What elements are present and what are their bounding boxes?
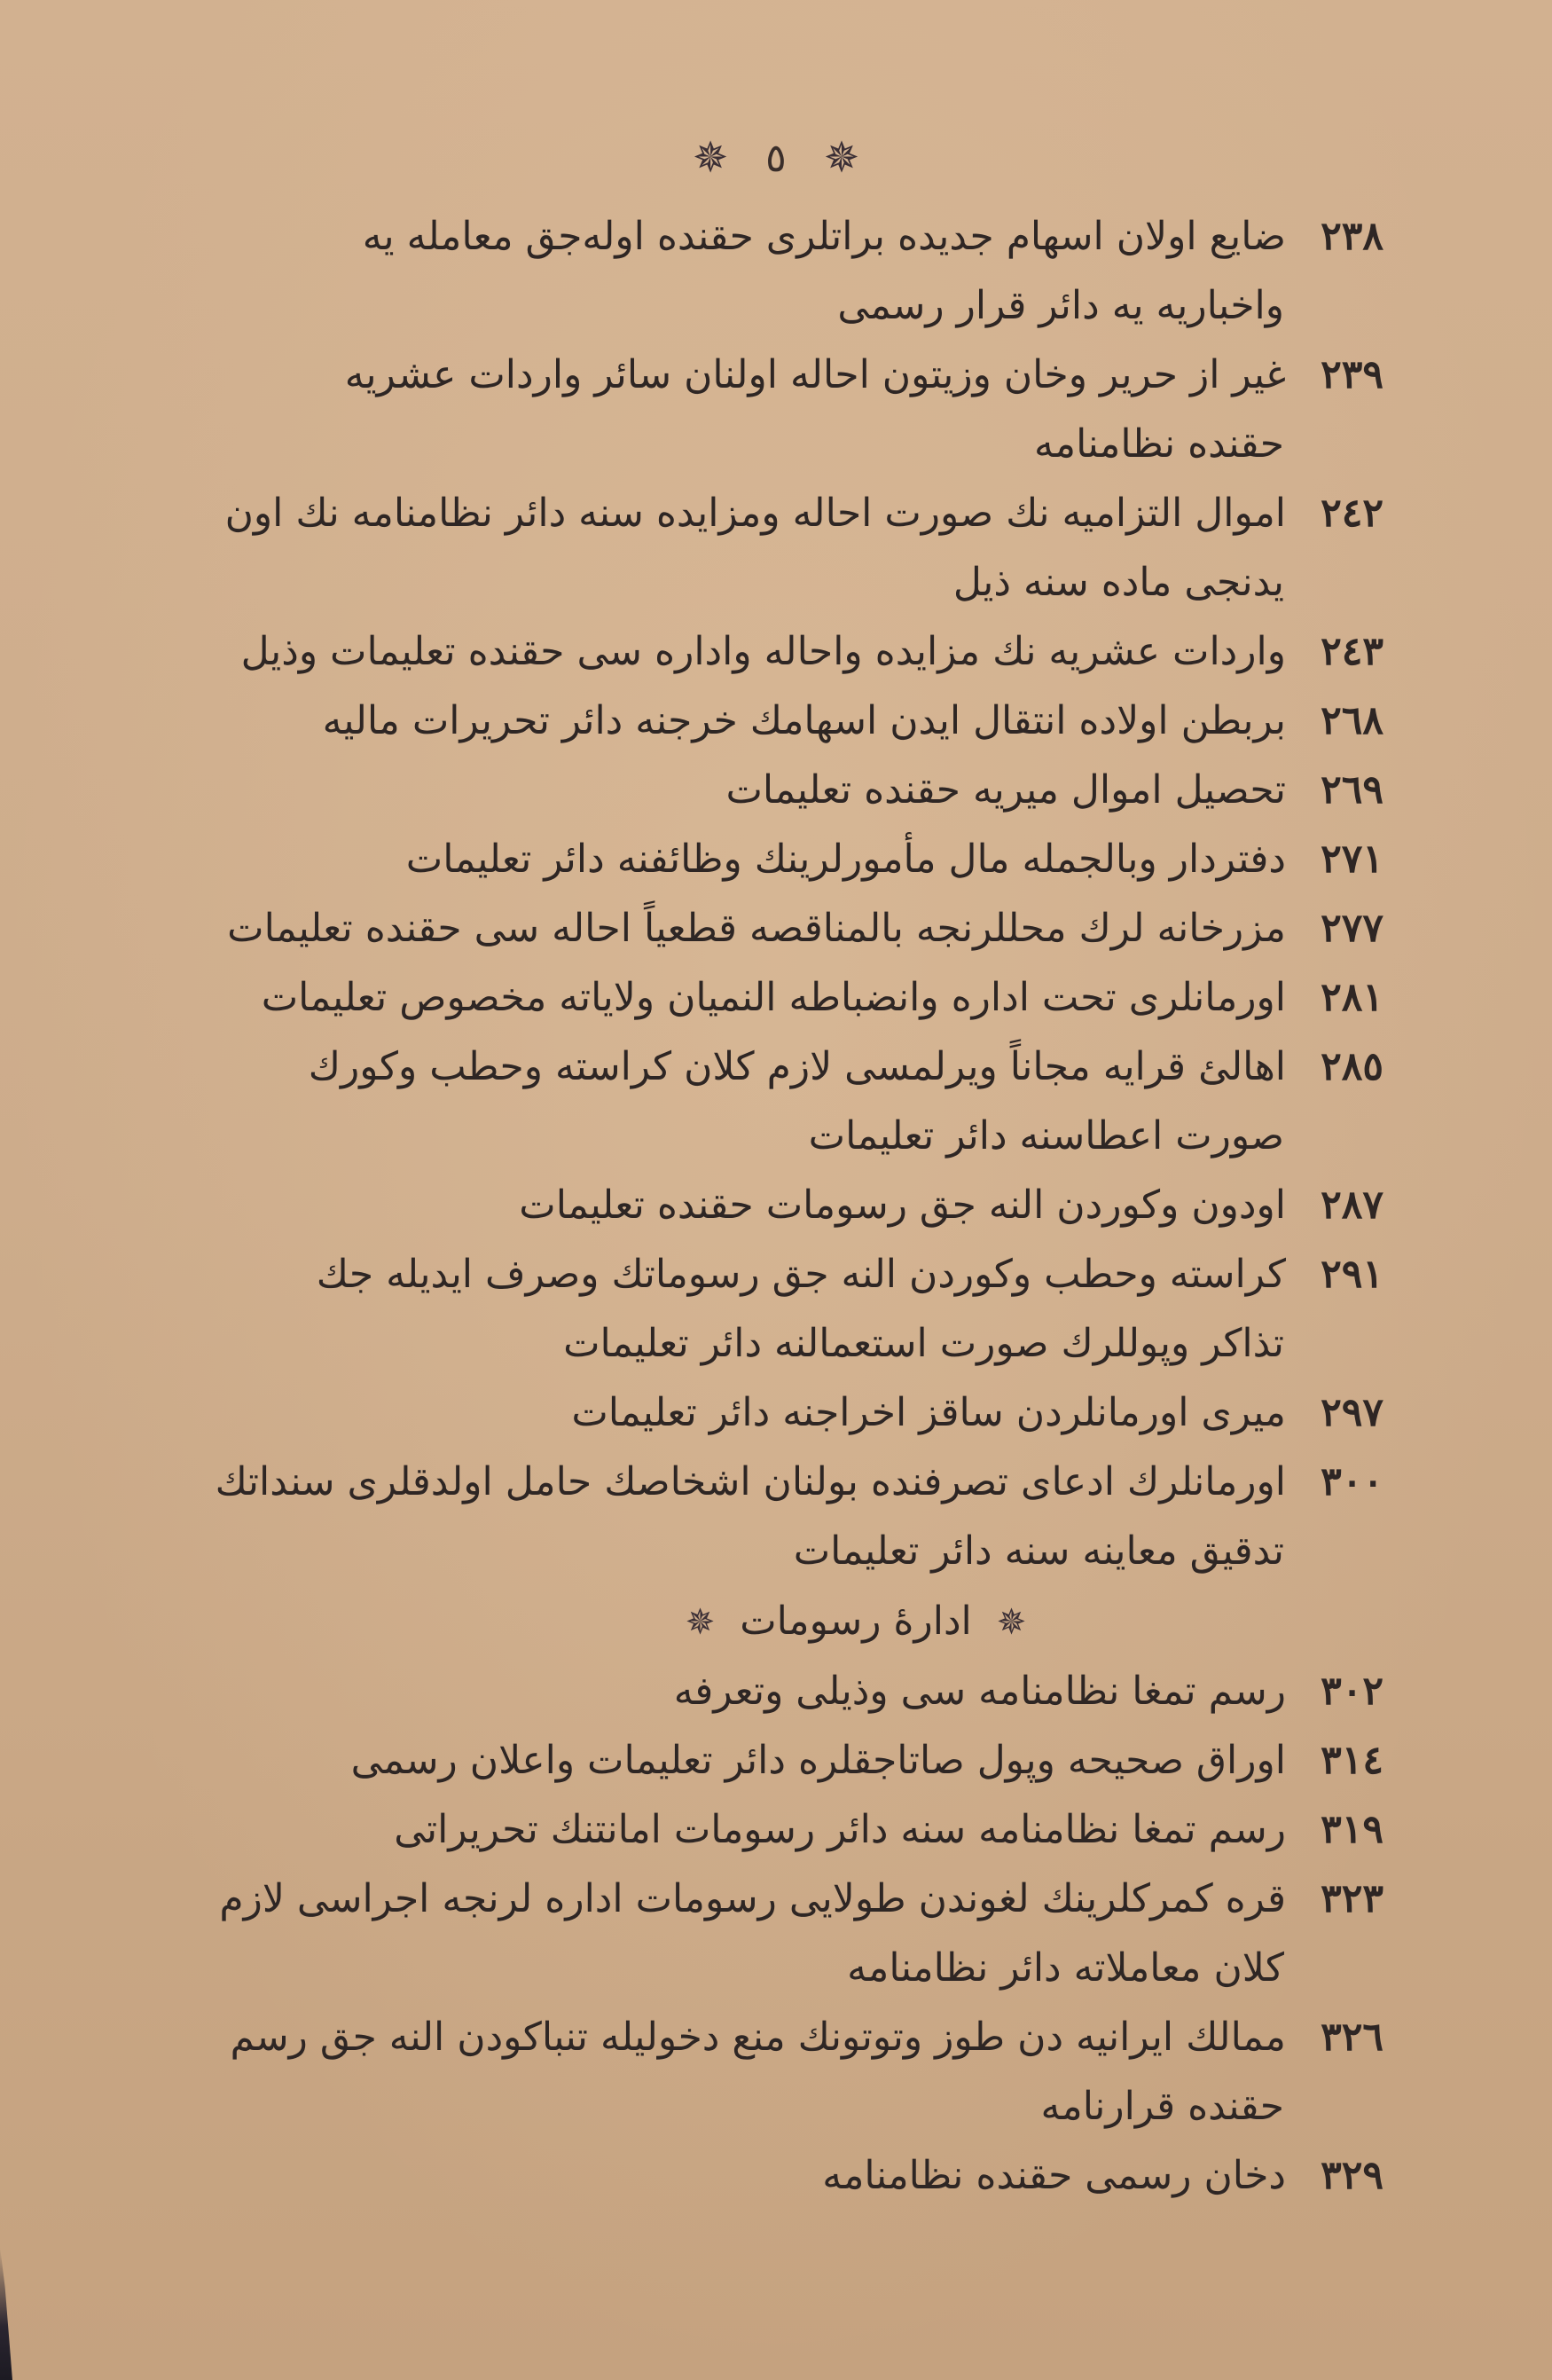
entry-text: اورمانلرك ادعاى تصرفنده بولنان اشخاصك حامل اولدقلرى سنداتك: [215, 1459, 1286, 1504]
index-entry: [224, 479, 1383, 617]
entry-number: ٢٤٢: [1321, 491, 1383, 536]
entry-text: رسم تمغا نظامنامه سى وذيلى وتعرفه: [673, 1669, 1286, 1714]
entry-text: ميرى اورمانلردن ساقز اخراجنه دائر تعليمات: [571, 1390, 1286, 1435]
index-entry: [328, 1171, 1383, 1240]
index-entry: [240, 617, 1383, 687]
index-entry: [227, 894, 1383, 963]
entry-text: قره كمركلرينك لغوندن طولايى رسومات اداره لرنجه اجراسى لازم: [219, 1876, 1286, 1921]
page-header: [0, 133, 1552, 183]
entry-text: مزرخانه لرك محللرنجه بالمناقصه قطعياً احاله سى حقنده تعليمات: [227, 906, 1286, 951]
entry-text-continued: يدنجى ماده سنه ذيل: [952, 560, 1284, 605]
section-heading: [328, 1586, 1383, 1657]
entry-number: ٣٢٣: [1321, 1876, 1383, 1921]
entry-text-continued: حقنده نظامنامه: [1033, 421, 1284, 467]
entry-text: دخان رسمى حقنده نظامنامه: [822, 2153, 1286, 2198]
entry-text: غير از حرير وخان وزيتون احاله اولنان سائر واردات عشريه: [344, 352, 1286, 397]
ornament-star-icon: ✵: [823, 133, 860, 183]
ornament-star-icon: ✵: [996, 1602, 1027, 1643]
entry-text: اموال التزاميه نك صورت احاله ومزايده سنه دائر نظامنامه نك اون: [224, 491, 1286, 536]
entry-number: ٢٧١: [1321, 837, 1383, 882]
entry-text-continued: حقنده قرارنامه: [1040, 2084, 1284, 2129]
ornament-star-icon: ✵: [685, 1602, 716, 1643]
entry-number: ٣٠٢: [1321, 1669, 1383, 1714]
index-entry: [215, 1448, 1383, 1586]
entry-text: بربطن اولاده انتقال ايدن اسهامك خرجنه دائر تحريرات ماليه: [322, 698, 1286, 743]
index-entry: [328, 756, 1383, 825]
index-entry: [328, 825, 1383, 894]
entry-text: تحصيل اموال ميريه حقنده تعليمات: [725, 767, 1286, 813]
ornament-star-icon: ✵: [692, 133, 729, 183]
index-entry: [316, 1240, 1383, 1379]
entry-text-continued: واخباريه يه دائر قرار رسمى: [837, 283, 1284, 328]
entry-number: ٢٣٩: [1321, 352, 1383, 397]
entry-text: اودون وكوردن النه جق رسومات حقنده تعليمات: [519, 1182, 1286, 1228]
entry-number: ٢٧٧: [1321, 906, 1383, 951]
entry-number: ٢٨١: [1321, 975, 1383, 1020]
page-number: ٥: [765, 135, 787, 181]
entry-text: اورمانلرى تحت اداره وانضباطه النميان ولاياته مخصوص تعليمات: [261, 975, 1286, 1020]
index-entry: [328, 341, 1383, 479]
entry-number: ٢٦٩: [1321, 767, 1383, 813]
entry-text-continued: تدقيق معاينه سنه دائر تعليمات: [793, 1528, 1284, 1574]
entry-text: اهالئ قرايه مجاناً ويرلمسى لازم كلان كراسته وحطب وكورك: [308, 1044, 1286, 1089]
entry-number: ٢٨٥: [1321, 1044, 1383, 1089]
index-entry: [328, 1379, 1383, 1448]
entry-number: ٣٠٠: [1321, 1459, 1383, 1504]
entry-text: دفتردار وبالجمله مال مأمورلرينك وظائفنه دائر تعليمات: [405, 837, 1286, 882]
entry-number: ٣٢٦: [1321, 2015, 1383, 2060]
index-entry: [219, 1865, 1383, 2003]
entry-text: اوراق صحيحه وپول صاتاجقلره دائر تعليمات واعلان رسمى: [350, 1738, 1286, 1783]
index-entry: [328, 1657, 1383, 1726]
index-entry: [328, 2141, 1383, 2211]
index-entry: [308, 1033, 1383, 1171]
entry-number: ٢٨٧: [1321, 1182, 1383, 1228]
index-entry: [322, 687, 1383, 756]
page-edge-shadow: [0, 2247, 12, 2380]
section-title: ادارهٔ رسومات: [740, 1598, 972, 1644]
index-entry: [328, 1795, 1383, 1865]
entry-number: ٢٩٧: [1321, 1390, 1383, 1435]
entry-text: ضايع اولان اسهام جديده براتلرى حقنده اولەجق معامله يه: [362, 214, 1286, 259]
entry-text: ممالك ايرانيه دن طوز وتوتونك منع دخوليله تنباكودن النه جق رسم: [230, 2015, 1286, 2060]
entry-text-continued: كلان معاملاته دائر نظامنامه: [847, 1945, 1284, 1991]
index-entry: [261, 963, 1383, 1033]
entry-text-continued: تذاكر وپوللرك صورت استعمالنه دائر تعليمات: [563, 1321, 1284, 1366]
entry-number: ٣١٤: [1321, 1738, 1383, 1783]
index-content: [215, 202, 1383, 2211]
entry-number: ٢٦٨: [1321, 698, 1383, 743]
index-entry: [328, 202, 1383, 341]
entry-number: ٣١٩: [1321, 1807, 1383, 1852]
entry-text: رسم تمغا نظامنامه سنه دائر رسومات امانتنك تحريراتى: [394, 1807, 1286, 1852]
entry-number: ٢٣٨: [1321, 214, 1383, 259]
entry-text: واردات عشريه نك مزايده واحاله واداره سى حقنده تعليمات وذيل: [240, 629, 1286, 674]
entry-number: ٣٢٩: [1321, 2153, 1383, 2198]
index-entry: [230, 2003, 1383, 2141]
entry-number: ٢٩١: [1321, 1252, 1383, 1297]
entry-text-continued: صورت اعطاسنه دائر تعليمات: [808, 1113, 1284, 1159]
entry-number: ٢٤٣: [1321, 629, 1383, 674]
index-entry: [328, 1726, 1383, 1795]
entry-text: كراسته وحطب وكوردن النه جق رسوماتك وصرف ايديله جك: [316, 1252, 1286, 1297]
